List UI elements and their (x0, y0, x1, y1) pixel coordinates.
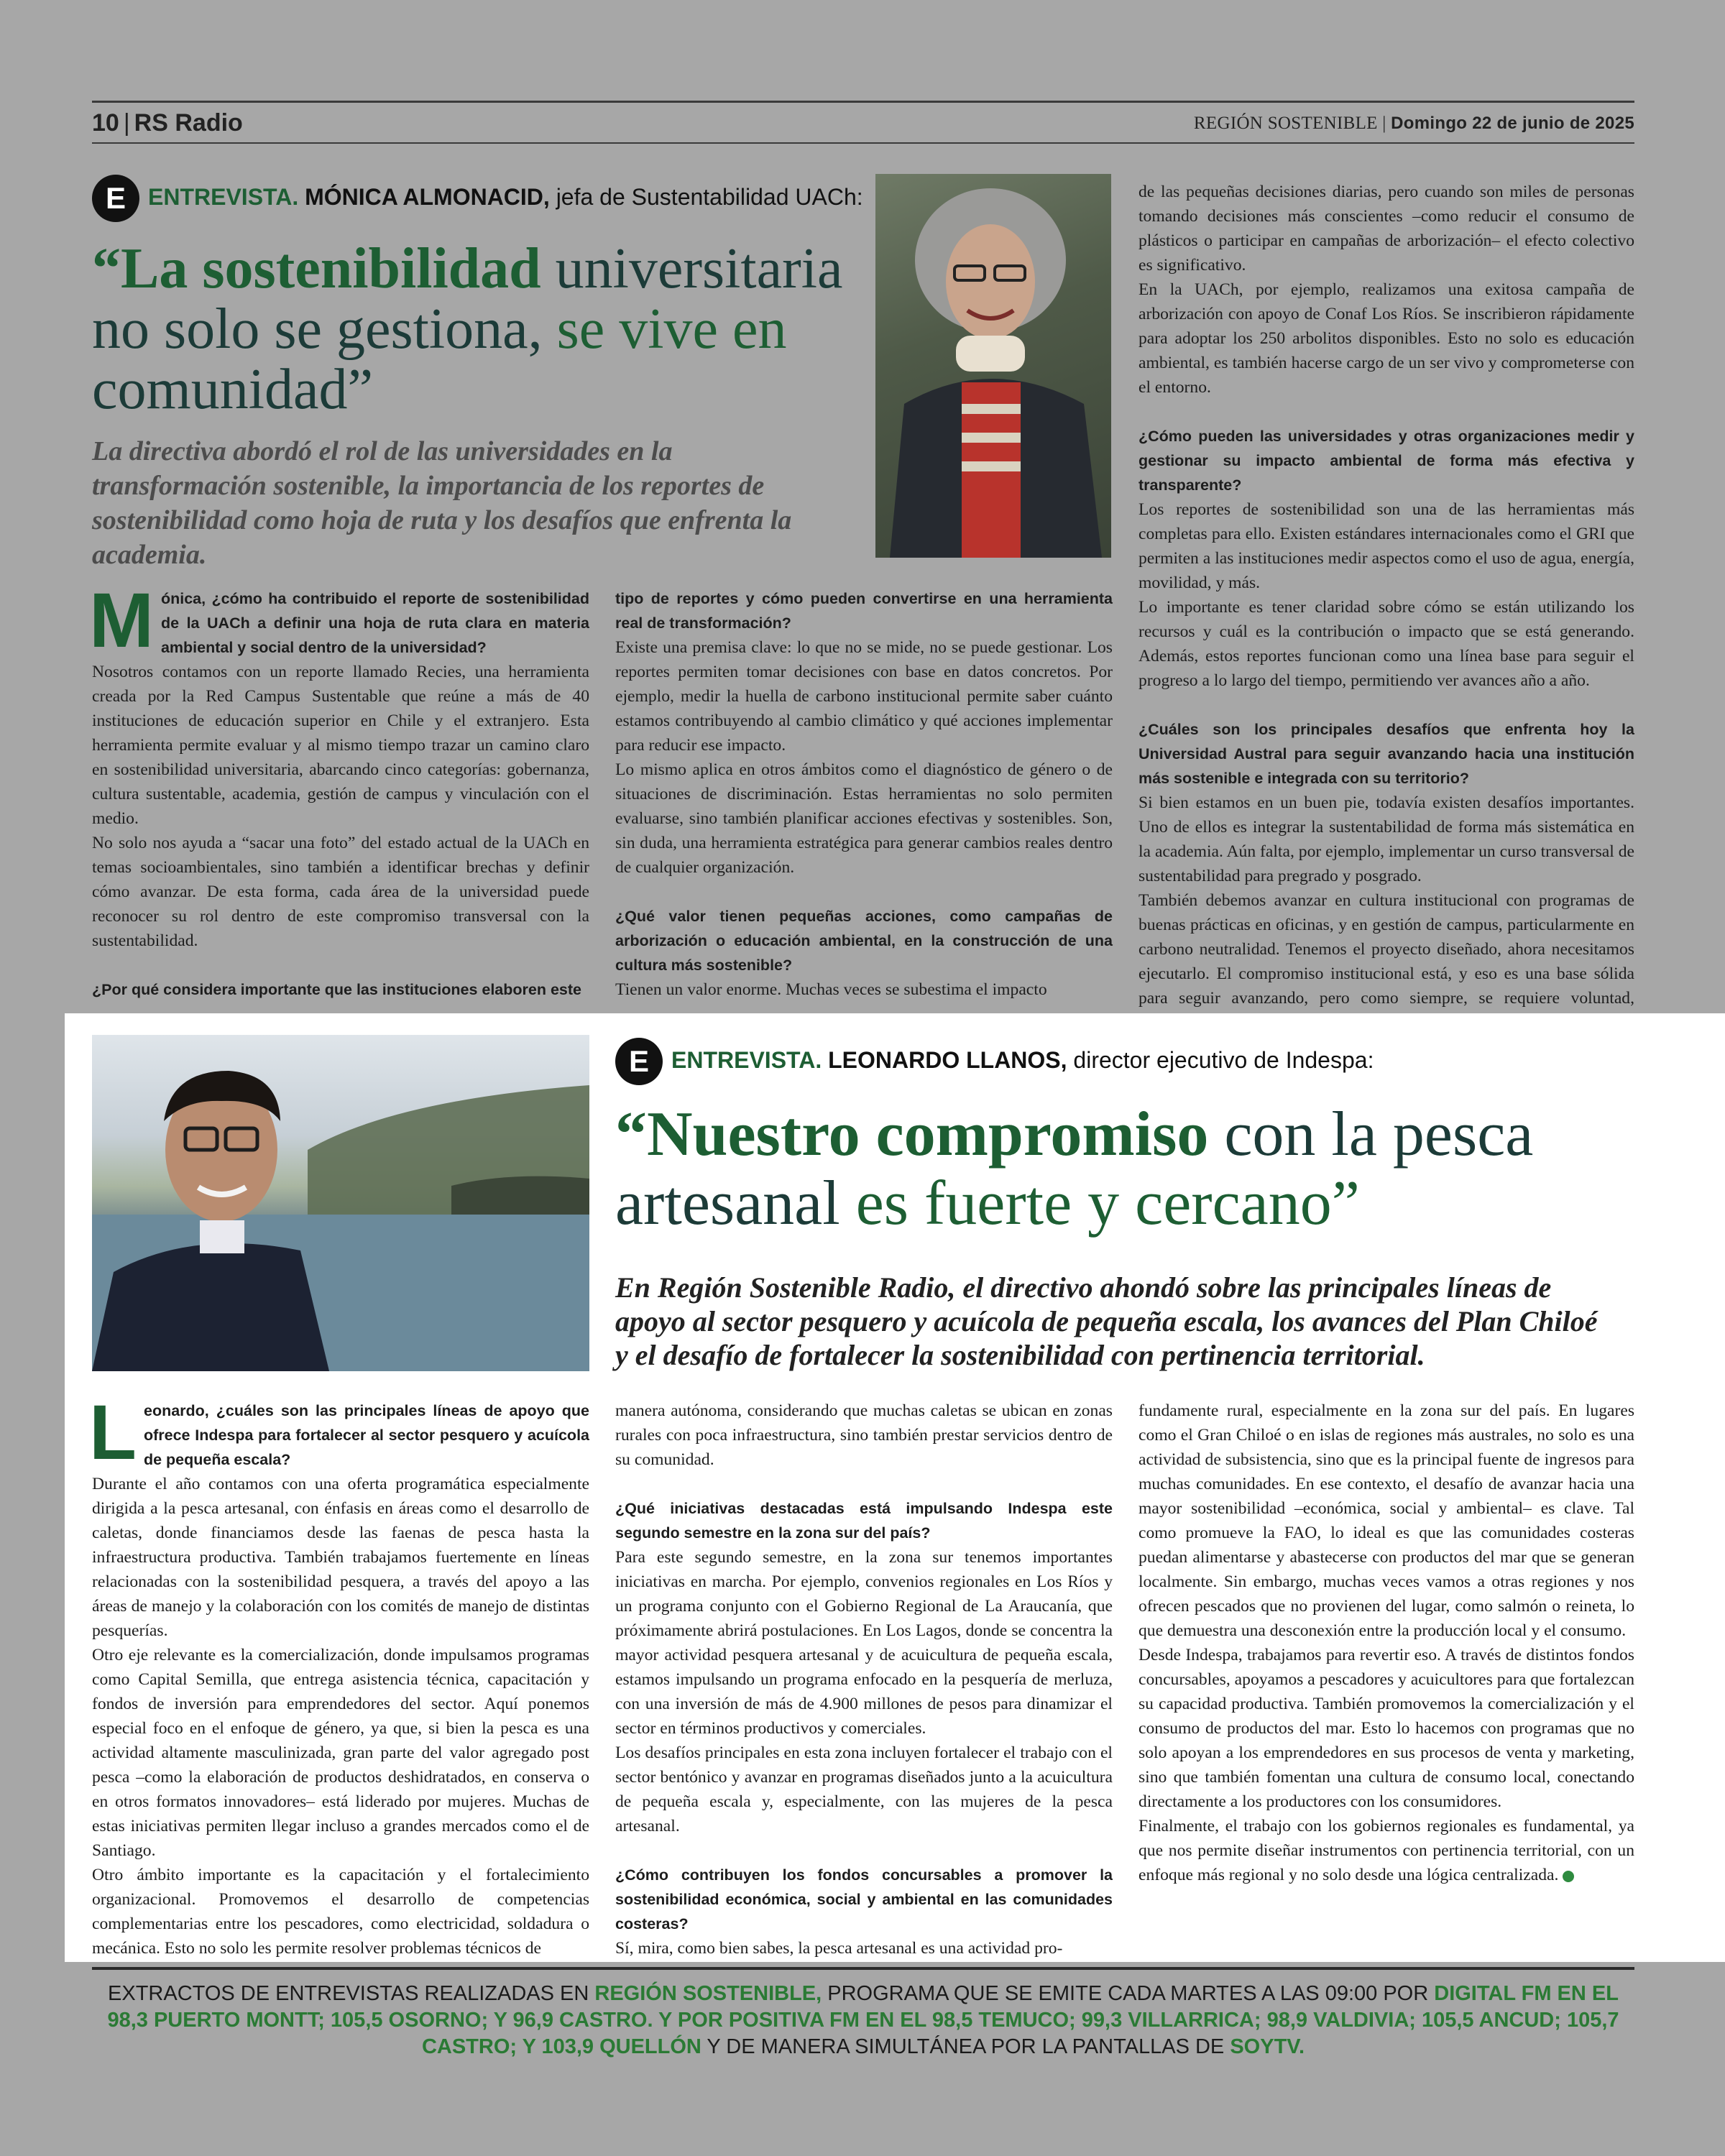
question: ¿Cómo contribuyen los fondos concursables a promover la sostenibilidad económica, social y ambiental en las comunidades costeras? (615, 1866, 1113, 1932)
answer-paragraph: Lo mismo aplica en otros ámbitos como el diagnóstico de género o de situaciones de discriminación. Estas herramientas no solo permiten evaluarse, sino también planificar acciones efectivas y sostenibles. Son, sin duda, una herramienta estratégica para generar cambios reales dentro de cualquier organización. (615, 760, 1113, 877)
article1-column-3 (1138, 180, 1634, 1035)
question: ¿Cuáles son los principales desafíos que enfrenta hoy la Universidad Austral para seguir avanzando hacia una institución más sostenible e integrada con su territorio? (1138, 721, 1634, 787)
interview-badge: E (615, 1038, 663, 1085)
answer-paragraph: Los reportes de sostenibilidad son una de las herramientas más completas para ello. Existen estándares internacionales como el GRI que permiten a las instituciones medir aspectos como el uso de agua, energía, movilidad, y más. (1138, 500, 1634, 592)
end-mark-icon (1563, 1871, 1574, 1882)
issue-date: Domingo 22 de junio de 2025 (1391, 114, 1634, 133)
question: eonardo, ¿cuáles son las principales líneas de apoyo que ofrece Indespa para fortalecer al sector pesquero y acuícola de pequeña escala? (143, 1402, 589, 1468)
portrait-illustration (92, 1035, 589, 1371)
article1-kicker: ENTREVISTA. MÓNICA ALMONACID, jefa de Sustentabilidad UACh: (148, 184, 863, 210)
question: ónica, ¿cómo ha contribuido el reporte de sostenibilidad de la UACh a definir una hoja de ruta clara en materia ambiental y social dentro de la universidad? (160, 590, 589, 656)
article2-column-3 (1138, 1399, 1634, 1887)
answer-paragraph: En la UACh, por ejemplo, realizamos una exitosa campaña de arborización con apoyo de Conaf Los Ríos. Se inscribieron rápidamente para adoptar los 250 arbolitos disponibles. Esto no solo es educación ambiental, es también hacerse cargo de un ser vivo y comprometerse con el entorno. (1138, 280, 1634, 397)
answer-paragraph: de las pequeñas decisiones diarias, pero cuando son miles de personas tomando decisiones más conscientes –como reducir el consumo de plásticos o participar en campañas de arborización– el efecto colectivo es significativo. (1138, 183, 1634, 275)
question: tipo de reportes y cómo pueden convertirse en una herramienta real de transformación? (615, 590, 1113, 632)
answer-paragraph: No solo nos ayuda a “sacar una foto” del estado actual de la UACh en temas socioambientales, sino también a identificar brechas y definir cómo avanzar. De esta forma, cada área de la universidad puede reconocer su rol dentro de este compromiso transversal con la sustentabilidad. (92, 834, 589, 950)
question: ¿Cómo pueden las universidades y otras organizaciones medir y gestionar su impacto ambiental de forma más efectiva y transparente? (1138, 428, 1634, 494)
answer-paragraph: Tienen un valor enorme. Muchas veces se subestima el impacto (615, 980, 1047, 999)
answer-paragraph: Existe una premisa clave: lo que no se mide, no se puede gestionar. Los reportes permiten tomar decisiones con base en datos concretos. Por ejemplo, medir la huella de carbono institucional permite saber cuánto estamos contribuyendo al cambio climático y qué acciones implementar para reducir ese impacto. (615, 638, 1113, 755)
page-header-right: REGIÓN SOSTENIBLE | Domingo 22 de junio de 2025 (1193, 114, 1634, 133)
answer-paragraph: manera autónoma, considerando que muchas caletas se ubican en zonas rurales con poca infraestructura, sino también prestar servicios dentro de su comunidad. (615, 1401, 1113, 1469)
drop-cap: L (89, 1388, 137, 1475)
answer-paragraph: fundamente rural, especialmente en la zona sur del país. En lugares como el Gran Chiloé o en islas de regiones más australes, no solo es una actividad de subsistencia, sino que es la principal fuente de ingresos para muchas comunidades. En ese contexto, el desafío de avanzar hacia una mayor sostenibilidad –económica, social y ambiental– es clave. Tal como promueve la FAO, lo ideal es que las comunidades costeras puedan alimentarse y abastecerse con productos del mar que se generan localmente. Sin embargo, muchas veces vamos a otras regiones y nos ofrecen pescados que no provienen del lugar, como salmón o reineta, lo que demuestra una desconexión entre la producción local y el consumo. (1138, 1401, 1634, 1640)
article2-column-1 (89, 1388, 589, 1961)
portrait-illustration (875, 174, 1111, 558)
answer-paragraph: Sí, mira, como bien sabes, la pesca artesanal es una actividad pro- (615, 1939, 1063, 1958)
answer-paragraph: Desde Indespa, trabajamos para revertir eso. A través de distintos fondos concursables, apoyamos a pescadores y acuicultores para que fortalezcan su capacidad productiva. También promovemos la comercialización y el consumo de productos del mar. Esto lo hacemos con programas que no solo apoyan a los emprendedores en sus procesos de venta y marketing, sino que también fomentan una cultura de consumo local, conectando directamente a los productores con los consumidores. (1138, 1646, 1634, 1811)
page-header-left: 10 | RS Radio (92, 109, 243, 137)
monica-almonacid-photo (875, 174, 1111, 558)
answer-paragraph: Otro ámbito importante es la capacitación y el fortalecimiento organizacional. Promovemos el desarrollo de competencias complementarias entre los pescadores, como electricidad, soldadura o mecánica. Esto no solo les permite resolver problemas técnicos de (92, 1866, 589, 1958)
article1-dek: La directiva abordó el rol de las universidades en la transformación sostenible, la importancia de los reportes de sostenibilidad como hoja de ruta y los desafíos que enfrenta la academia. (92, 436, 792, 570)
answer-paragraph: Finalmente, el trabajo con los gobiernos regionales es fundamental, ya que nos permite diseñar instrumentos con pertinencia territorial, con un enfoque más regional y no solo desde una lógica centralizada. (1138, 1817, 1634, 1884)
answer-paragraph: Durante el año contamos con una oferta programática especialmente dirigida a la pesca artesanal, con énfasis en áreas como el desarrollo de caletas, donde financiamos desde las faenas de pesca hasta la infraestructura productiva. También trabajamos fuertemente en líneas relacionadas con la sostenibilidad pesquera, a través del apoyo a las áreas de manejo y la colaboración con los comités de manejo de distintas pesquerías. (92, 1475, 589, 1640)
article2-column-2 (615, 1399, 1113, 1961)
page-number: 10 (92, 109, 119, 137)
footer-rule (92, 1967, 1634, 1970)
leonardo-llanos-photo (92, 1035, 589, 1371)
answer-paragraph: También debemos avanzar en cultura institucional con programas de buenas prácticas en oficinas, y en gestión de campus, particularmente en carbono neutralidad. Tenemos el proyecto diseñado, ahora necesitamos ejecutarlo. El compromiso institucional está, y eso es una base sólida para seguir avanzando, pero como siempre, se requiere voluntad, (1138, 891, 1634, 1008)
question: ¿Qué valor tienen pequeñas acciones, como campañas de arborización o educación ambiental, en la construcción de una cultura más sostenible? (615, 908, 1113, 974)
drop-cap: M (89, 576, 154, 663)
top-rule (92, 101, 1634, 103)
answer-paragraph: Lo importante es tener claridad sobre cómo se están utilizando los recursos y cuál es la contribución o impacto que se está generando. Además, estos reportes funcionan como una línea base para seguir el progreso a lo largo del tiempo, permitiendo ver avances año a año. (1138, 598, 1634, 690)
article2-headline: “Nuestro compromiso con la pesca artesanal es fuerte y cercano” (615, 1100, 1534, 1238)
broadcast-footer: EXTRACTOS DE ENTREVISTAS REALIZADAS EN REGIÓN SOSTENIBLE, PROGRAMA QUE SE EMITE CADA MARTES A LAS 09:00 POR DIGITAL FM EN EL 98,3 PUERTO MONTT; 105,5 OSORNO; Y 96,9 CASTRO. Y POR POSITIVA FM EN EL 98,5 TEMUCO; 99,3 VILLARRICA; 98,9 VALDIVIA; 105,5 ANCUD; 105,7 CASTRO; Y 103,9 QUELLÓN Y DE MANERA SIMULTÁNEA POR LA PANTALLAS DE SOYTV. (107, 1982, 1619, 2058)
section-name: RS Radio (134, 109, 243, 137)
answer-paragraph: Otro eje relevante es la comercialización, donde impulsamos programas como Capital Semilla, que entrega asistencia técnica, capacitación y fondos de inversión para emprendedores del sector. Aquí ponemos especial foco en el enfoque de género, ya que, si bien la pesca es una actividad altamente masculinizada, gran parte del valor agregado post pesca –como la elaboración de productos deshidratados, en conserva o en otros formatos innovadores– está liderado por mujeres. Muchas de estas iniciativas permiten llegar incluso a grandes mercados como el de Santiago. (92, 1646, 589, 1860)
article2-dek: En Región Sostenible Radio, el directivo ahondó sobre las principales líneas de apoyo al sector pesquero y acuícola de pequeña escala, los avances del Plan Chiloé y el desafío de fortalecer la sostenibilidad con pertinencia territorial. (615, 1271, 1598, 1371)
answer-paragraph: Los desafíos principales en esta zona incluyen fortalecer el trabajo con el sector bentónico y avanzar en programas diseñados junto a la acuicultura de pequeña escala y, especialmente, con las mujeres de la pesca artesanal. (615, 1743, 1113, 1835)
question: ¿Por qué considera importante que las instituciones elaboren este (92, 981, 581, 998)
article1-column-2 (615, 586, 1113, 1002)
interview-badge: E (92, 175, 139, 222)
article1-headline: “La sostenibilidad universitaria no solo se gestiona, se vive en comunidad” (92, 237, 843, 421)
answer-paragraph: Si bien estamos en un buen pie, todavía existen desafíos importantes. Uno de ellos es integrar la sustentabilidad de forma más sistemática en la academia. Aún falta, por ejemplo, implementar un curso transversal de sustentabilidad para pregrado y posgrado. (1138, 793, 1634, 885)
question: ¿Qué iniciativas destacadas está impulsando Indespa este segundo semestre en la zona sur del país? (615, 1500, 1113, 1542)
answer-paragraph: Para este segundo semestre, en la zona sur tenemos importantes iniciativas en marcha. Por ejemplo, convenios regionales en Los Ríos y un programa conjunto con el Gobierno Regional de La Araucanía, que próximamente abrirá postulaciones. En Los Lagos, donde se concentra la mayor actividad pesquera artesanal y de acuicultura de pequeña escala, estamos impulsando un programa enfocado en la pesquería de merluza, con una inversión de más de 4.900 millones de pesos para dinamizar el sector en términos productivos y comerciales. (615, 1548, 1113, 1738)
article1-column-1 (89, 576, 589, 1002)
article2-kicker: ENTREVISTA. LEONARDO LLANOS, director ejecutivo de Indespa: (671, 1047, 1374, 1073)
header-rule (92, 142, 1634, 144)
publication-name: REGIÓN SOSTENIBLE (1193, 114, 1378, 133)
answer-paragraph: Nosotros contamos con un reporte llamado Recies, una herramienta creada por la Red Campus Sustentable que reúne a más de 40 instituciones de educación superior en Chile y el extranjero. Esta herramienta permite evaluar y al mismo tiempo trazar un camino claro en sostenibilidad universitaria, abarcando cinco categorías: gobernanza, cultura sustentable, academia, gestión de campus y vinculación con el medio. (92, 663, 589, 828)
